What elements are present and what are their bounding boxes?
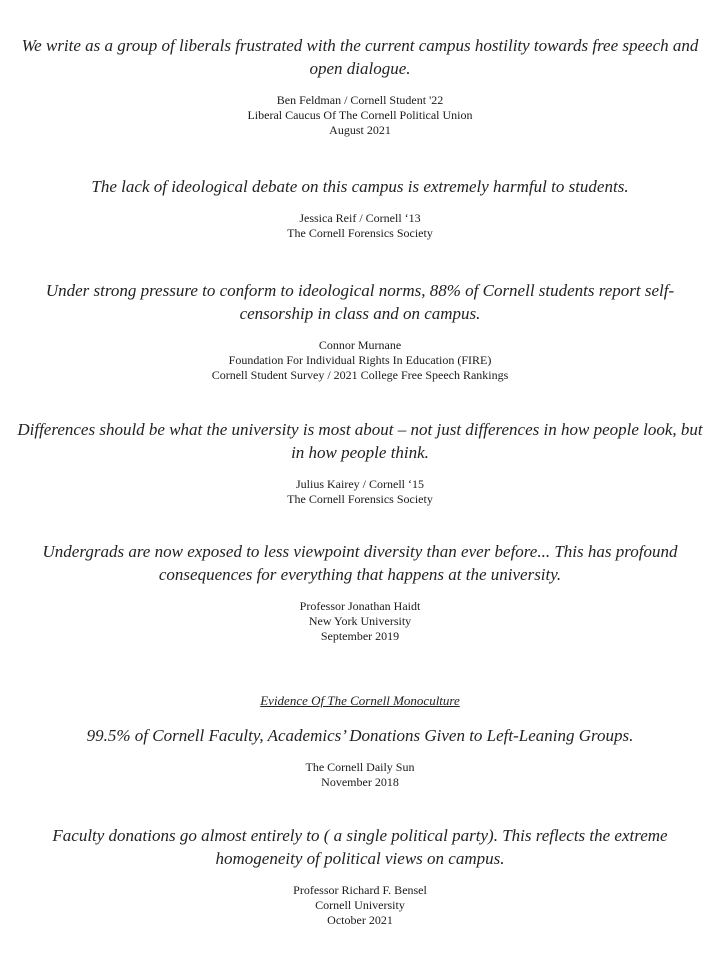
- attribution-line: Connor Murnane: [318, 338, 402, 352]
- quote-text: Undergrads are now exposed to less viewpoint diversity than ever before... This has profound consequences for everything that happens at the university.: [42, 542, 678, 584]
- attribution-line: Foundation For Individual Rights In Education (FIRE): [228, 353, 492, 367]
- attribution-line: The Cornell Forensics Society: [287, 226, 433, 240]
- evidence-block: [0, 824, 720, 928]
- attribution-line: The Cornell Daily Sun: [305, 760, 415, 774]
- quote-block: [0, 279, 720, 383]
- attribution: [0, 338, 720, 383]
- attribution-line: Professor Richard F. Bensel: [293, 883, 427, 897]
- quote-block: [0, 540, 720, 644]
- evidence-text: 99.5% of Cornell Faculty, Academics’ Donations Given to Left-Leaning Groups.: [86, 726, 634, 745]
- attribution-line: Julius Kairey / Cornell ‘15: [296, 477, 424, 491]
- quote-text: Under strong pressure to conform to ideological norms, 88% of Cornell students report self-censorship in class and on campus.: [45, 281, 675, 323]
- attribution-line: Cornell University: [315, 898, 405, 912]
- attribution-line: August 2021: [329, 123, 391, 137]
- quote-block: [0, 34, 720, 138]
- section-heading-text: Evidence Of The Cornell Monoculture: [260, 693, 460, 708]
- quote-text: The lack of ideological debate on this campus is extremely harmful to students.: [91, 177, 629, 196]
- attribution-line: Ben Feldman / Cornell Student '22: [276, 93, 444, 107]
- evidence-text: Faculty donations go almost entirely to ( a single political party). This reflects the extreme homogeneity of political views on campus.: [52, 826, 668, 868]
- attribution: [0, 211, 720, 241]
- quote-text: Differences should be what the university is most about – not just differences in how people look, but in how people think.: [17, 420, 703, 462]
- quote-text: We write as a group of liberals frustrated with the current campus hostility towards free speech and open dialogue.: [21, 36, 699, 78]
- attribution: [0, 477, 720, 507]
- attribution-line: Liberal Caucus Of The Cornell Political Union: [247, 108, 473, 122]
- attribution: [0, 93, 720, 138]
- attribution-line: Cornell Student Survey / 2021 College Free Speech Rankings: [211, 368, 509, 382]
- attribution-line: November 2018: [321, 775, 399, 789]
- attribution-line: September 2019: [320, 629, 400, 643]
- quote-block: [0, 418, 720, 507]
- attribution-line: October 2021: [327, 913, 393, 927]
- attribution: [0, 760, 720, 790]
- attribution-line: New York University: [308, 614, 412, 628]
- quote-block: [0, 175, 720, 241]
- attribution-line: Professor Jonathan Haidt: [299, 599, 421, 613]
- attribution: [0, 599, 720, 644]
- evidence-block: [0, 724, 720, 790]
- attribution-line: Jessica Reif / Cornell ‘13: [299, 211, 421, 225]
- section-heading: [0, 692, 720, 710]
- attribution: [0, 883, 720, 928]
- attribution-line: The Cornell Forensics Society: [287, 492, 433, 506]
